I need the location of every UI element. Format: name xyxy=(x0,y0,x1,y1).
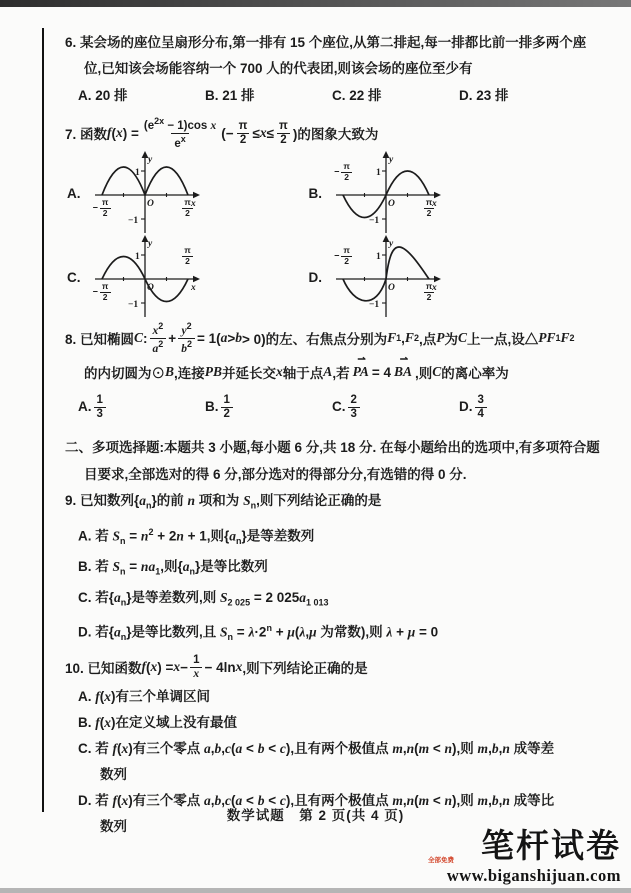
graph-c-label: C. xyxy=(67,269,81,285)
graph-d-plot xyxy=(326,233,446,321)
y-value-neg1: −1 xyxy=(127,300,138,310)
q9-stem: 9. 已知数列$\{a_n\}$的前 n 项和为 $S_n$,则下列结论正确的是 xyxy=(65,493,382,511)
q6-option-d: D. 23 排 xyxy=(459,88,509,103)
q7-stem: 7. 函数 f ( x ) = $\frac{(e^{2x} - 1)\cos x}{e^x}$ (− $\frac{\pi}{2}$ ≤ x ≤ $\frac{\pi}{2}$ )的图象大致为 xyxy=(65,115,379,150)
graph-b-plot xyxy=(326,149,446,237)
x-label-pi-2: $\frac{\pi}{2}$ xyxy=(411,198,447,218)
watermark-url: www.biganshijuan.com xyxy=(446,866,621,885)
graph-b-label: B. xyxy=(308,185,322,201)
left-margin-rule xyxy=(42,28,44,812)
q8-option-b: B. $\frac{1}{2}$ xyxy=(205,390,332,424)
scan-artifact-bottom-bar xyxy=(0,888,631,893)
graph-a-label: A. xyxy=(67,185,81,201)
q9-option-d: D. 若$\{a_n\}$是等比数列,且 $S_n = \lambda\cdot 2^n + \mu(\lambda,\mu$ 为常数),则 λ + μ = 0 xyxy=(78,623,439,643)
q9-option-a: A. 若 $S_n = n^2 + 2n + 1$,则$\{a_n\}$是等差数列 xyxy=(78,526,315,546)
origin-label: O xyxy=(146,283,154,293)
graph-a-svg xyxy=(85,149,205,237)
y-axis-label: y xyxy=(389,239,394,249)
q8-option-c: C. $\frac{2}{3}$ xyxy=(332,390,459,424)
question-9 xyxy=(65,488,609,650)
q7-graph-b xyxy=(309,149,447,237)
y-value-neg1: −1 xyxy=(369,216,380,226)
q10-option-c-line-2: 数列 xyxy=(100,767,127,783)
section-2-header xyxy=(65,434,609,488)
q8-option-d: D. $\frac{3}{4}$ xyxy=(459,390,586,424)
y-value-neg1: −1 xyxy=(127,216,138,226)
q8-line-2: 的内切圆为⊙ B ,连接 PB 并延长交 x 轴于点 A ,若 ⇀ PA = 4 ⇀ BA ,则 C 的离心率为 xyxy=(84,354,509,381)
q7-graph-c xyxy=(67,233,205,321)
q6-options-row xyxy=(65,83,609,109)
q9-option-b: B. 若 $S_n = na_1$,则$\{a_n\}$是等比数列 xyxy=(78,558,268,577)
q7-graph-row-2 xyxy=(65,235,609,319)
question-8 xyxy=(65,321,609,424)
watermark-tagline: 全部免费 xyxy=(428,857,454,864)
x-axis-label: x xyxy=(432,283,437,293)
section-2-line-1: 二、多项选择题:本题共 3 小题,每小题 6 分,共 18 分. 在每小题给出的选项中,有多项符合题 xyxy=(65,440,600,455)
q8-line-1: 8. 已知椭圆 C : $\frac{x^2}{a^2}$ + $\frac{y^2}{b^2}$ = 1( a > b > 0)的左、右焦点分别为 F 1 , F 2 ,点 P 为 C 上一点,设△ PF 1 F 2 xyxy=(65,320,575,355)
q8-options-row xyxy=(65,390,609,424)
y-axis-label: y xyxy=(147,155,152,165)
x-label-pi-2: $\frac{\pi}{2}$ xyxy=(411,282,447,302)
y-value-neg1: −1 xyxy=(369,300,380,310)
section-2-line-2: 目要求,全部选对的得 6 分,部分选对的得部分分,有选错的得 0 分. xyxy=(84,467,467,482)
watermark xyxy=(426,827,621,885)
x-label-neg-pi-2: − $\frac{\pi}{2}$ xyxy=(326,246,362,266)
q7-graph-row-1 xyxy=(65,151,609,235)
graph-a-plot xyxy=(85,149,205,237)
q10-option-c-line-1: C. 若 f(x)有三个零点 a,b,c(a < b < c),且有两个极值点 m,n(m < n),则 m,b,n 成等差 xyxy=(78,741,555,757)
origin-label: O xyxy=(388,283,395,293)
q7-graph-a xyxy=(67,149,205,237)
q6-line-2: 位,已知该会场能容纳一个 700 人的代表团,则该会场的座位至少有 xyxy=(84,61,473,76)
q10-option-b: B. f(x)在定义域上没有最值 xyxy=(78,715,238,731)
question-7 xyxy=(65,115,609,319)
y-value-1: 1 xyxy=(134,252,140,262)
y-value-1: 1 xyxy=(376,252,381,262)
page-footer: 数学试题 第 2 页(共 4 页) xyxy=(226,808,405,823)
q9-option-c: C. 若$\{a_n\}$是等差数列,则 $S_{2 025} = 2$ $025a_{1 013}$ xyxy=(78,589,329,608)
x-label-neg-pi-2: − $\frac{\pi}{2}$ xyxy=(85,198,121,218)
q8-option-a: A. $\frac{1}{3}$ xyxy=(78,390,205,424)
question-6 xyxy=(65,30,609,109)
q10-option-d-line-2: 数列 xyxy=(100,819,127,835)
x-axis-arrow-icon xyxy=(193,276,200,282)
q10-stem: 10. 已知函数 f ( x ) = x − $\frac{1}{x}$ − 4ln x ,则下列结论正确的是 xyxy=(65,654,368,680)
q6-option-b: B. 21 排 xyxy=(205,88,255,103)
x-axis-label: x xyxy=(432,199,437,209)
scan-artifact-top-bar xyxy=(0,0,631,7)
x-label-pi-2: $\frac{\pi}{2}$ xyxy=(170,198,206,218)
q10-option-d-line-1: D. 若 f(x)有三个零点 a,b,c(a < b < c),且有两个极值点 m,n(m < n),则 m,b,n 成等比 xyxy=(78,793,555,809)
y-axis-label: y xyxy=(147,239,152,249)
q6-line-1: 6. 某会场的座位呈扇形分布,第一排有 15 个座位,从第二排起,每一排都比前一排多两个座 xyxy=(65,35,587,50)
origin-label: O xyxy=(388,199,395,209)
x-label-pi-2: $\frac{\pi}{2}$ xyxy=(170,246,206,266)
x-axis-label: x xyxy=(190,199,196,209)
x-label-neg-pi-2: − $\frac{\pi}{2}$ xyxy=(326,162,362,182)
watermark-brand: 笔杆试卷 xyxy=(481,829,621,865)
q6-option-a: A. 20 排 xyxy=(78,88,128,103)
page-content xyxy=(65,30,609,840)
x-axis-label: x xyxy=(190,283,196,293)
q10-option-a: A. f(x)有三个单调区间 xyxy=(78,689,211,705)
graph-d-label: D. xyxy=(308,269,322,285)
x-label-neg-pi-2: − $\frac{\pi}{2}$ xyxy=(85,282,121,302)
y-value-1: 1 xyxy=(376,168,381,178)
graph-c-plot xyxy=(85,233,205,321)
watermark-brand-row xyxy=(426,827,621,867)
origin-label: O xyxy=(146,199,154,209)
y-value-1: 1 xyxy=(134,168,140,178)
y-axis-label: y xyxy=(389,155,394,165)
q6-option-c: C. 22 排 xyxy=(332,88,382,103)
q7-graph-d xyxy=(309,233,447,321)
